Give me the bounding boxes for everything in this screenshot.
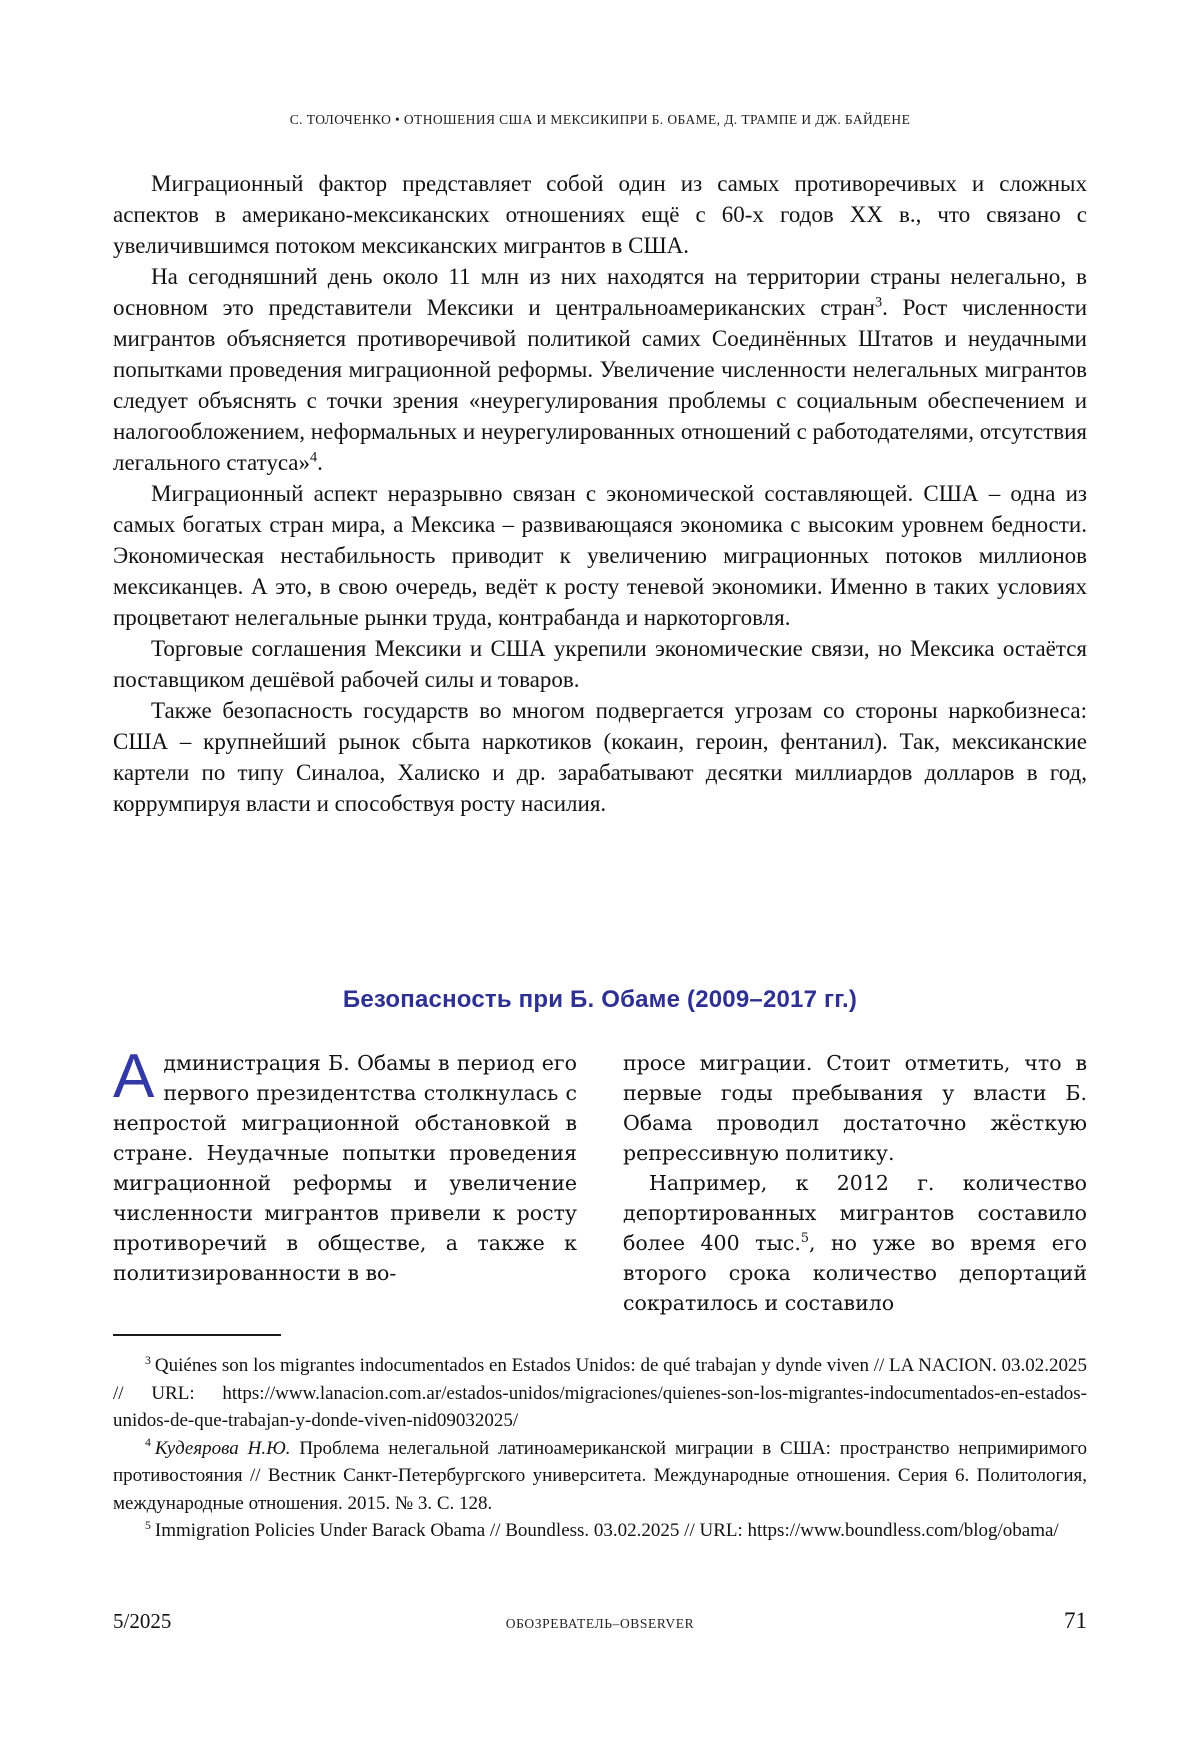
text-segment: Миграционный фактор представляет собой один из самых противоречивых и сложных аспектов в американо-мексиканских отношениях ещё с 60-х годов XX в., что связано с увеличившимся потоком мексиканских мигрантов в США. xyxy=(113,171,1087,258)
text-segment: . xyxy=(317,450,323,475)
footnote-reference: 3 xyxy=(875,294,883,311)
paragraph xyxy=(113,695,1087,819)
footnote-marker: 3 xyxy=(145,1353,151,1367)
intro-text-block xyxy=(113,168,1087,819)
footnote-reference: 5 xyxy=(800,1230,809,1246)
text-segment: На сегодняшний день около 11 млн из них находятся на территории страны нелегально, в основном это представители Мексики и центральноамериканских стран xyxy=(113,264,1087,320)
paragraph: просе миграции. Стоит отметить, что в первые годы пребывания у власти Б. Обама проводил достаточно жёсткую репрессивную политику. xyxy=(623,1051,1087,1165)
section-heading: Безопасность при Б. Обаме (2009–2017 гг.) xyxy=(342,986,858,1013)
page-footer xyxy=(113,1608,1087,1634)
column-right xyxy=(623,1048,1087,1330)
footnote xyxy=(113,1435,1087,1518)
footnote-text xyxy=(155,1520,1059,1541)
footnote-marker: 5 xyxy=(145,1518,151,1532)
text-segment: Кудеярова Н.Ю. xyxy=(154,1437,291,1459)
column-left xyxy=(113,1048,577,1330)
text-segment: Миграционный аспект неразрывно связан с экономической составляющей. США – одна из самых богатых стран мира, а Мексика – развивающаяся экономика с высоким уровнем бедности. Экономическая нестабильность приводит к увеличению миграционных потоков миллионов мексиканцев. А это, в свою очередь, ведёт к росту теневой экономики. Именно в таких условиях процветают нелегальные рынки труда, контрабанда и наркоторговля. xyxy=(113,481,1087,630)
footnote-reference: 4 xyxy=(310,449,318,466)
text-segment: Также безопасность государств во многом подвергается угрозам со стороны наркобизнеса: США – крупнейший рынок сбыта наркотиков (кокаин, героин, фентанил). Так, мексиканские картели по типу Синалоа, Халиско и др. зарабатывают десятки миллиардов долларов в год, коррумпируя власти и способствуя росту насилия. xyxy=(113,698,1087,816)
text-segment: Immigration Policies Under Barack Obama // Boundless. 03.02.2025 // URL: https://www.boundless.com/blog/obama/ xyxy=(154,1520,1059,1541)
text-segment: . Рост численности мигрантов объясняется противоречивой политикой самих Соединённых Штатов и неудачными попытками проведения миграционной реформы. Увеличение численности нелегальных мигрантов следует объяснять с точки зрения «неурегулирования проблемы с социальным обеспечением и налогообложением, неформальных и неурегулированных отношений с работодателями, отсутствия легального статуса» xyxy=(113,295,1087,475)
footnote xyxy=(113,1352,1087,1435)
footnote-text xyxy=(113,1355,1087,1431)
issue-label: 5/2025 xyxy=(113,1609,172,1633)
footnote-separator-rule xyxy=(113,1334,281,1336)
dropcap-letter: А xyxy=(113,1048,155,1111)
paragraph xyxy=(623,1168,1087,1318)
page-number: 71 xyxy=(1064,1608,1087,1633)
footnote-text xyxy=(113,1438,1087,1514)
paragraph xyxy=(113,478,1087,633)
paragraph xyxy=(113,168,1087,261)
paragraph xyxy=(113,261,1087,478)
paragraph-text: дминистрация Б. Обамы в период его первого президентства столкнулась с непростой миграционной обстановкой в стране. Неудачные попытки проведения миграционной реформы и увеличение численности мигрантов привели к росту противоречий в обществе, а также к политизированности в во- xyxy=(113,1051,577,1285)
footnote xyxy=(113,1517,1087,1545)
running-head: С. ТОЛОЧЕНКО • ОТНОШЕНИЯ США И МЕКСИКИПРИ Б. ОБАМЕ, Д. ТРАМПЕ И ДЖ. БАЙДЕНЕ xyxy=(289,112,911,127)
two-column-block xyxy=(113,1048,1087,1330)
paragraph-with-dropcap xyxy=(113,1048,577,1288)
journal-name: ОБОЗРЕВАТЕЛЬ–OBSERVER xyxy=(505,1616,695,1631)
text-segment: Quiénes son los migrantes indocumentados en Estados Unidos: de qué trabajan y dynde viven // LA NACION. 03.02.2025 // URL: https://www.lanacion.com.ar/estados-unidos/migraciones/quienes-son-los-migrantes-indocumentados-en-estados-unidos-de-que-trabajan-y-donde-viven-nid09032025/ xyxy=(113,1355,1087,1431)
text-segment: Торговые соглашения Мексики и США укрепили экономические связи, но Мексика остаётся поставщиком дешёвой рабочей силы и товаров. xyxy=(113,636,1087,692)
paragraph xyxy=(113,633,1087,695)
text-segment: Например, к 2012 г. количество депортированных мигрантов составило более 400 тыс. xyxy=(623,1171,1087,1255)
footnote-marker: 4 xyxy=(145,1436,151,1450)
text-segment: Проблема нелегальной латиноамериканской миграции в США: пространство непримиримого противостояния // Вестник Санкт-Петербургского университета. Международные отношения. Серия 6. Политология, международные отношения. 2015. № 3. С. 128. xyxy=(113,1437,1087,1514)
text-segment: , но уже во время его второго срока количество депортаций сократилось и составило xyxy=(623,1231,1087,1315)
footnotes-block xyxy=(113,1352,1087,1545)
